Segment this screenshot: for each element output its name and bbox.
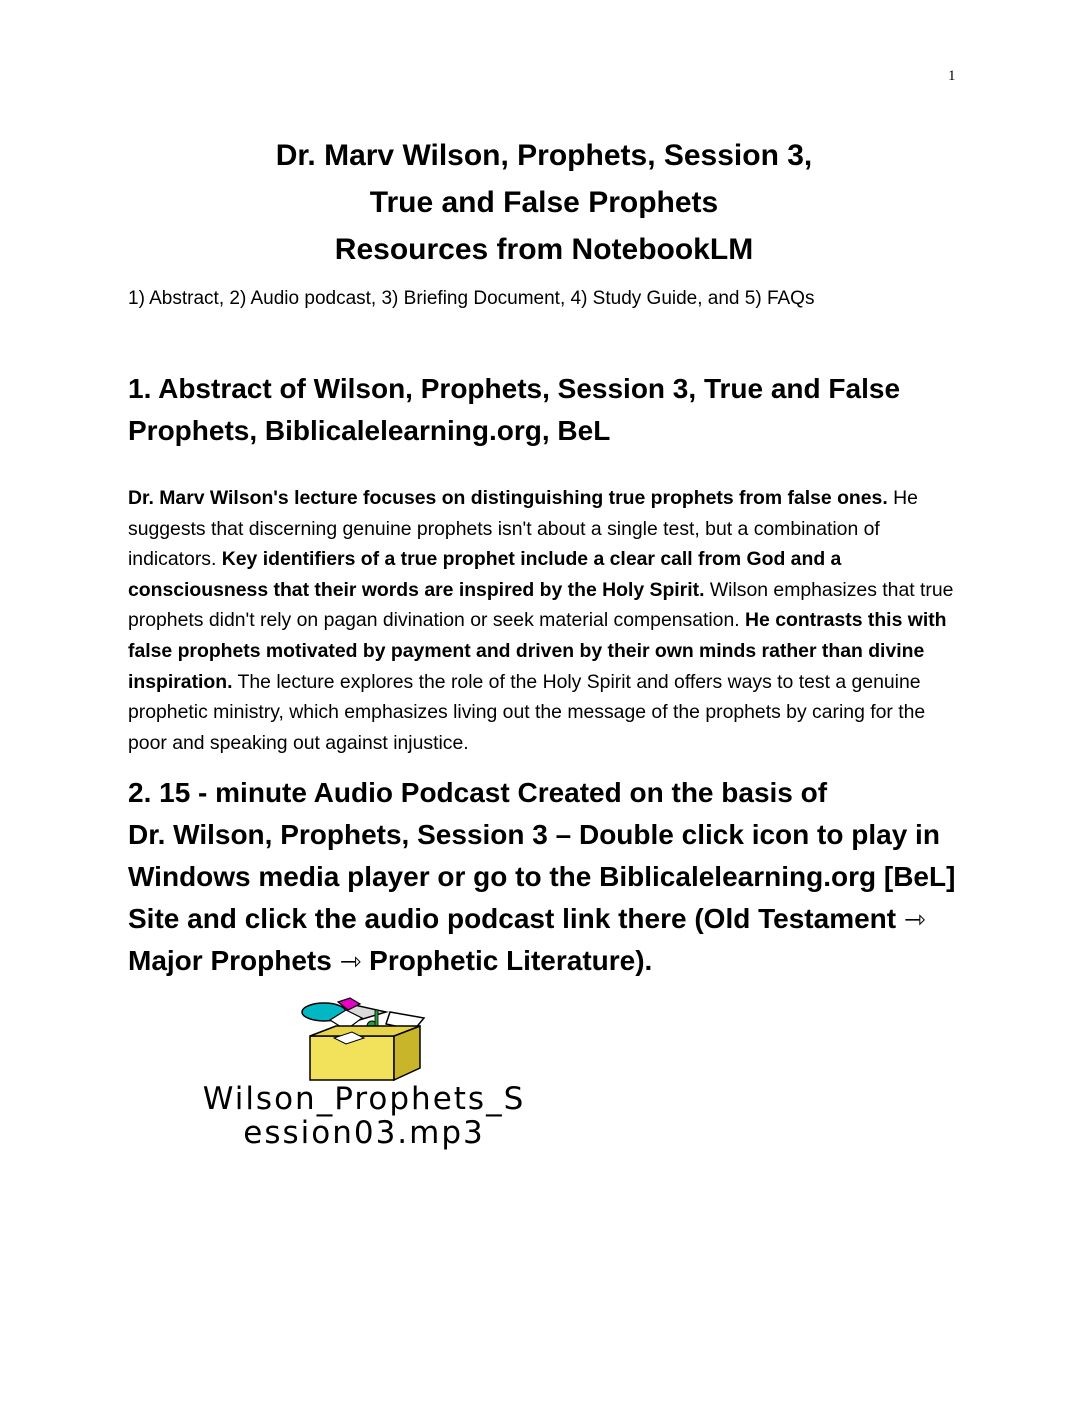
section-2-line-1: 2. 15 - minute Audio Podcast Created on the basis of	[128, 777, 828, 808]
abstract-bold-2: Key identifiers of a true prophet include a clear call from God and a consciousness that their words are inspired by the Holy Spirit.	[128, 548, 842, 601]
attachment-filename	[134, 1082, 594, 1150]
document-title	[0, 132, 1088, 273]
abstract-bold-3: He contrasts this with false prophets motivated by payment and driven by their own minds rather than divine inspiration.	[128, 609, 947, 693]
abstract-paragraph	[128, 483, 968, 758]
section-2-line-3: Windows media player or go to the Biblicalelearning.org [BeL]	[128, 861, 956, 892]
right-arrow-icon: ⇾	[903, 904, 926, 934]
package-icon	[290, 996, 430, 1084]
section-2-line-5a: Major Prophets	[128, 945, 340, 976]
abstract-text-3: The lecture explores the role of the Holy Spirit and offers ways to test a genuine prophetic ministry, which emphasizes living out the message of the prophets by caring for the poor and speaking out against injustice.	[128, 670, 926, 754]
abstract-bold-1: Dr. Marv Wilson's lecture focuses on distinguishing true prophets from false ones.	[128, 487, 888, 509]
section-2-heading	[128, 772, 988, 982]
contents-line: 1) Abstract, 2) Audio podcast, 3) Briefing Document, 4) Study Guide, and 5) FAQs	[128, 288, 815, 309]
abstract-text-2: Wilson emphasizes that true prophets didn't rely on pagan divination or seek material compensation.	[128, 578, 954, 632]
section-1-heading	[128, 368, 988, 452]
attachment-filename-line-2: ession03.mp3	[243, 1115, 485, 1151]
section-1-heading-line-2: Prophets, Biblicalelearning.org, BeL	[128, 415, 611, 446]
section-2-line-4: Site and click the audio podcast link there (Old Testament	[128, 903, 904, 934]
page-number: 1	[948, 68, 956, 84]
title-line-1: Dr. Marv Wilson, Prophets, Session 3,	[275, 139, 813, 172]
section-1-heading-line-1: 1. Abstract of Wilson, Prophets, Session 3, True and False	[128, 373, 901, 404]
abstract-text-1: He suggests that discerning genuine prophets isn't about a single test, but a combination of indicators.	[128, 487, 918, 571]
title-line-2: True and False Prophets	[369, 186, 719, 219]
title-line-3: Resources from NotebookLM	[334, 233, 754, 266]
section-2-line-5b: Prophetic Literature).	[361, 945, 653, 976]
attachment-filename-line-1: Wilson_Prophets_S	[202, 1081, 526, 1117]
audio-attachment[interactable]	[134, 996, 594, 1166]
right-arrow-icon: ⇾	[339, 946, 362, 976]
section-2-line-2: Dr. Wilson, Prophets, Session 3 – Double click icon to play in	[128, 819, 940, 850]
